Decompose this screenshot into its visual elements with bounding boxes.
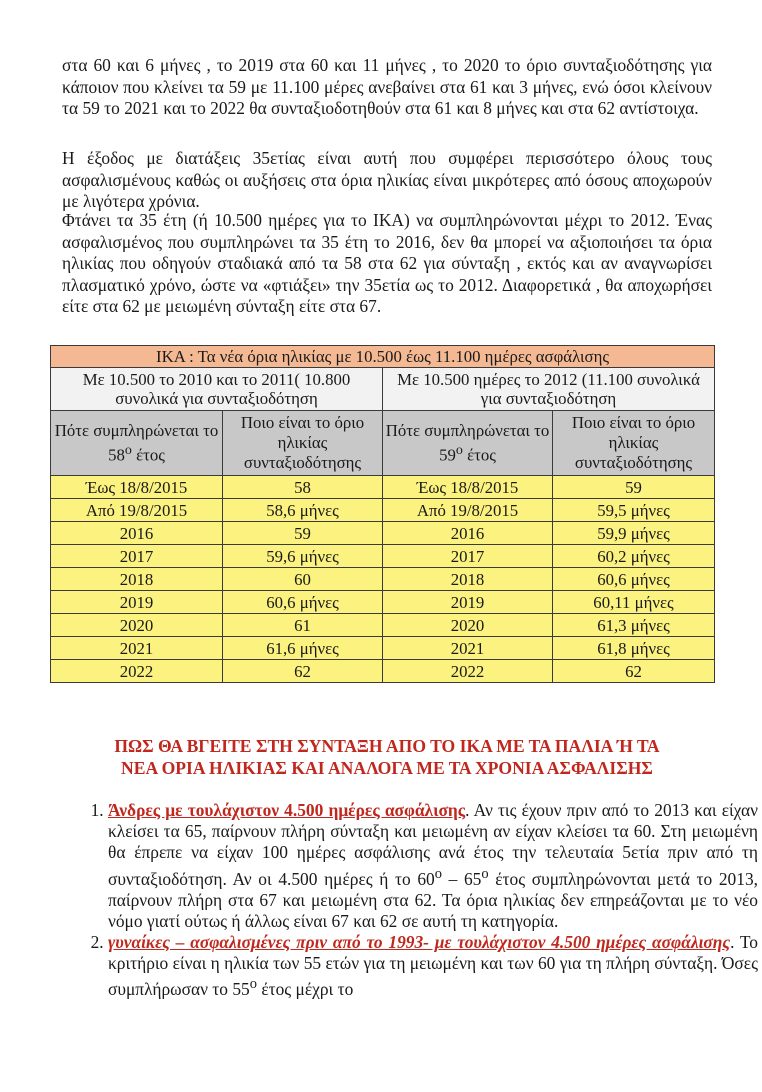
list-item: 1. Άνδρες με τουλάχιστον 4.500 ημέρες ασφάλισης. Αν τις έχουν πριν από το 2013 και είχαν κλείσει τα 65, παίρνουν πλήρη σύνταξη και μειωμένη αν είχαν κλείσει τα 60. Στη μειωμένη θα έπρεπε να είχαν 100 ημέρες ασφάλισης ανά έτος την τελευταία 5ετία πριν από τη συνταξιοδότηση. Αν οι 4.500 ημέρες ή το $60^o - 65^o$ έτος συμπληρώνονται μετά το 2013, παίρνουν πλήρη στα 67 και μειωμένη στα 62. Τα όρια ηλικίας δεν επηρεάζονται με το νέο νόμο γιατί ούτως ή άλλως είναι 67 και 62 σε αυτή τη κατηγορία. [108, 800, 758, 932]
table-row: Από 19/8/2015 58,6 μήνες Από 19/8/2015 59,5 μήνες [51, 499, 715, 522]
intro-paragraph-2: Η έξοδος με διατάξεις 35ετίας είναι αυτή που συμφέρει περισσότερο όλους τους ασφαλισμένους καθώς οι αυξήσεις στα όρια ηλικίας είναι μικρότερες από όσους αποχωρούν με λιγότερα χρόνια. [62, 148, 712, 212]
left-when-header: Πότε συμπληρώνεται το $58^o$ έτος [51, 411, 223, 476]
table-row: 2018 60 2018 60,6 μήνες [51, 568, 715, 591]
table-row: 2016 59 2016 59,9 μήνες [51, 522, 715, 545]
table-row: 2020 61 2020 61,3 μήνες [51, 614, 715, 637]
ika-age-limits-table [50, 345, 715, 683]
left-group-header: Με 10.500 το 2010 και το 2011( 10.800 συνολικά για συνταξιοδότηση [51, 368, 383, 411]
table-row: Έως 18/8/2015 58 Έως 18/8/2015 59 [51, 476, 715, 499]
right-limit-header: Ποιο είναι το όριο ηλικίας συνταξιοδότησης [553, 411, 715, 476]
table-title: ΙΚΑ : Τα νέα όρια ηλικίας με 10.500 έως 11.100 ημέρες ασφάλισης [51, 346, 715, 368]
intro-paragraph-3: Φτάνει τα 35 έτη (ή 10.500 ημέρες για το ΙΚΑ) να συμπληρώνονται μέχρι το 2012. Ένας ασφαλισμένος που συμπληρώνει τα 35 έτη το 2016, δεν θα μπορεί να αξιοποιήσει τα όρια ηλικίας που οδηγούν σταδιακά από τα 58 στα 62 για σύνταξη , εκτός και αν αναγνωρίσει πλασματικό χρόνο, ώστε να «φτιάξει» την 35ετία ως το 2012. Διαφορετικά , θα αποχωρήσει είτε στα 62 με μειωμένη σύνταξη είτε στα 67. [62, 210, 712, 317]
table-row: 2021 61,6 μήνες 2021 61,8 μήνες [51, 637, 715, 660]
list-item: 2. γυναίκες – ασφαλισμένες πριν από το 1993- με τουλάχιστον 4.500 ημέρες ασφάλισης. Το κριτήριο είναι η ηλικία των 55 ετών για τη μειωμένη και των 60 για τη πλήρη σύνταξη. Όσες συμπλήρωσαν το $55^o$ έτος μέχρι το [108, 932, 758, 1000]
right-when-header: Πότε συμπληρώνεται το $59^o$ έτος [383, 411, 553, 476]
intro-paragraph-1: στα 60 και 6 μήνες , το 2019 στα 60 και 11 μήνες , το 2020 το όριο συνταξιοδότησης για κάποιον που κλείνει τα 59 με 11.100 μέρες ανεβαίνει στα 61 και 3 μήνες, ενώ όσοι κλείνουν τα 59 το 2021 και το 2022 θα συνταξιοδοτηθούν στα 61 και 8 μήνες και στα 62 αντίστοιχα. [62, 55, 712, 119]
list-item-lead: γυναίκες – ασφαλισμένες πριν από το 1993- με τουλάχιστον 4.500 ημέρες ασφάλισης [108, 932, 731, 953]
retirement-cases-list [62, 800, 758, 1000]
section-heading: ΠΩΣ ΘΑ ΒΓΕΙΤΕ ΣΤΗ ΣΥΝΤΑΞΗ ΑΠΟ ΤΟ ΙΚΑ ΜΕ ΤΑ ΠΑΛΙΑ Ή ΤΑ ΝΕΑ ΟΡΙΑ ΗΛΙΚΙΑΣ ΚΑΙ ΑΝΑΛΟΓΑ ΜΕ ΤΑ ΧΡΟΝΙΑ ΑΣΦΑΛΙΣΗΣ [114, 736, 660, 778]
table-row: 2022 62 2022 62 [51, 660, 715, 683]
right-group-header: Με 10.500 ημέρες το 2012 (11.100 συνολικά για συνταξιοδότηση [383, 368, 715, 411]
table-row: 2017 59,6 μήνες 2017 60,2 μήνες [51, 545, 715, 568]
list-item-lead: Άνδρες με τουλάχιστον 4.500 ημέρες ασφάλισης [108, 800, 466, 820]
table-row: 2019 60,6 μήνες 2019 60,11 μήνες [51, 591, 715, 614]
left-limit-header: Ποιο είναι το όριο ηλικίας συνταξιοδότησης [223, 411, 383, 476]
